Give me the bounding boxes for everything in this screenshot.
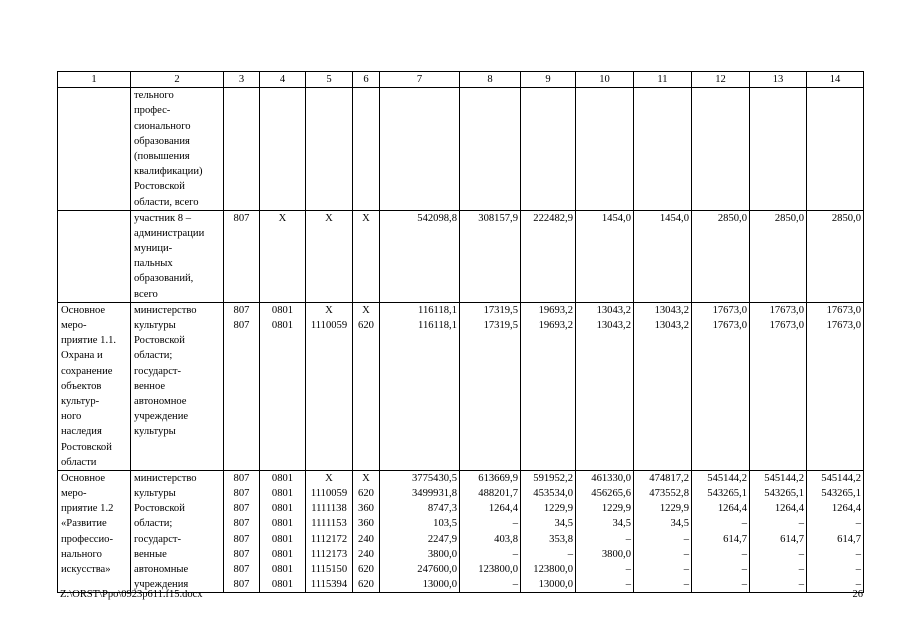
cell-line: Ростовской (61, 441, 112, 453)
cell-line: 17319,5 (483, 320, 518, 332)
cell-line: меро- (61, 488, 87, 500)
cell-line: профес- (134, 105, 171, 117)
cell-line: Ростовской (134, 181, 185, 193)
cell-line: 807 (233, 212, 250, 224)
cell-line: Х (325, 212, 333, 224)
cell-line: 123800,0 (533, 564, 573, 576)
cell-line: «Развитие (61, 518, 107, 530)
cell-line: – (625, 564, 631, 576)
cell-line: 1111138 (311, 503, 347, 515)
cell-line: участник 8 – (134, 212, 192, 224)
table-cell (353, 88, 380, 211)
cell-line: 17673,0 (769, 320, 804, 332)
table-cell (807, 210, 864, 302)
cell-line: учреждения (134, 579, 189, 591)
cell-line: государст- (134, 365, 182, 377)
table-cell (807, 302, 864, 470)
cell-line: Х (362, 472, 370, 484)
cell-line: 807 (233, 564, 250, 576)
cell-line: 613669,9 (478, 472, 518, 484)
cell-line: 17673,0 (712, 304, 747, 316)
table-cell (224, 470, 260, 593)
cell-line: 116118,1 (418, 320, 457, 332)
cell-line: 614,7 (723, 533, 747, 545)
cell-line: – (741, 579, 747, 591)
cell-line: культуры (134, 488, 176, 500)
cell-line: – (855, 564, 861, 576)
cell-line: 17673,0 (712, 320, 747, 332)
cell-line: – (798, 579, 804, 591)
cell-line: 543265,1 (764, 488, 804, 500)
cell-line: 17673,0 (826, 320, 861, 332)
cell-line: 0801 (271, 320, 294, 332)
cell-line: 545144,2 (707, 472, 747, 484)
cell-line: 17319,5 (483, 304, 518, 316)
cell-line: министерство (134, 304, 197, 316)
table-cell (131, 302, 224, 470)
cell-line: – (683, 548, 689, 560)
footer-file-path: Z:\ORST\Ppo\0923p611.f15.docx (60, 589, 203, 600)
cell-line: 1454,0 (601, 212, 631, 224)
cell-line: объектов (61, 380, 102, 392)
cell-line: Ростовской (134, 335, 185, 347)
table-cell (576, 210, 634, 302)
column-header-7: 7 (380, 72, 460, 88)
cell-line: 545144,2 (821, 472, 861, 484)
cell-line: 807 (233, 304, 250, 316)
cell-line: Х (278, 212, 287, 224)
table-header-row (58, 72, 864, 88)
table-row (58, 302, 864, 470)
cell-line: 240 (358, 548, 374, 560)
table-cell (521, 302, 576, 470)
cell-line: 614,7 (837, 533, 861, 545)
cell-line: 1454,0 (659, 212, 689, 224)
table-cell (224, 88, 260, 211)
cell-line: – (741, 518, 747, 530)
table-cell (576, 302, 634, 470)
cell-line: наследия (61, 426, 102, 438)
cell-line: 360 (358, 518, 374, 530)
cell-line: – (512, 548, 518, 560)
table-cell (58, 210, 131, 302)
table-cell (260, 210, 306, 302)
cell-line: приятие 1.1. (61, 335, 117, 347)
cell-line: 3499931,8 (411, 488, 457, 500)
cell-line: 17673,0 (826, 304, 861, 316)
cell-line: 1229,9 (543, 503, 573, 515)
cell-line: 453534,0 (533, 488, 573, 500)
cell-line: области, всего (134, 196, 199, 208)
column-header-13: 13 (750, 72, 807, 88)
cell-line: – (855, 579, 861, 591)
table-cell (380, 470, 460, 593)
cell-line: – (855, 548, 861, 560)
cell-line: 456265,6 (591, 488, 631, 500)
cell-line: 0801 (271, 488, 294, 500)
cell-line: Ростовской (134, 503, 185, 515)
cell-line: образования (134, 135, 190, 147)
table-cell (634, 88, 692, 211)
cell-line: 620 (358, 579, 374, 591)
cell-line: Х (325, 304, 333, 316)
cell-line: 0801 (271, 503, 294, 515)
cell-line: 543265,1 (821, 488, 861, 500)
cell-line: 620 (358, 564, 374, 576)
cell-line: 3800,0 (427, 548, 457, 560)
table-cell (224, 302, 260, 470)
column-header-14: 14 (807, 72, 864, 88)
cell-line: пальных (134, 258, 173, 270)
table-cell (692, 88, 750, 211)
cell-line: образований, (134, 273, 194, 285)
cell-line: – (798, 564, 804, 576)
cell-line: 461330,0 (591, 472, 631, 484)
cell-line: муници- (134, 243, 173, 255)
table-cell (750, 470, 807, 593)
cell-line: государст- (134, 533, 182, 545)
table-cell (380, 302, 460, 470)
table-cell (380, 88, 460, 211)
cell-line: 1264,4 (774, 503, 804, 515)
cell-line: 807 (233, 488, 250, 500)
cell-line: 1112172 (310, 533, 348, 545)
cell-line: 620 (358, 320, 374, 332)
table-cell (131, 88, 224, 211)
column-header-5: 5 (306, 72, 353, 88)
table-cell (353, 210, 380, 302)
cell-line: 542098,8 (417, 212, 457, 224)
cell-line: – (512, 579, 518, 591)
cell-line: 17673,0 (769, 304, 804, 316)
table-cell (634, 302, 692, 470)
cell-line: автономные (134, 564, 189, 576)
cell-line: Х (325, 472, 333, 484)
column-header-3: 3 (224, 72, 260, 88)
table-cell (353, 470, 380, 593)
cell-line: 614,7 (780, 533, 804, 545)
cell-line: – (625, 533, 631, 545)
cell-line: администрации (134, 227, 205, 239)
cell-line: венное (134, 380, 166, 392)
cell-line: 222482,9 (533, 212, 573, 224)
table-row (58, 470, 864, 593)
cell-line: 240 (358, 533, 374, 545)
table-cell (306, 210, 353, 302)
cell-line: области; (134, 518, 173, 530)
cell-line: 474817,2 (649, 472, 689, 484)
cell-line: 807 (233, 579, 250, 591)
page-number: 26 (852, 589, 863, 600)
cell-line: 3775430,5 (411, 472, 457, 484)
table-cell (750, 302, 807, 470)
cell-line: 1115150 (310, 564, 348, 576)
cell-line: 1110059 (310, 320, 348, 332)
table-cell (131, 210, 224, 302)
table-cell (260, 88, 306, 211)
table-cell (807, 88, 864, 211)
cell-line: меро- (61, 320, 87, 332)
cell-line: 0801 (271, 533, 294, 545)
cell-line: 807 (233, 472, 250, 484)
cell-line: – (798, 548, 804, 560)
cell-line: 807 (233, 503, 250, 515)
cell-line: – (512, 518, 518, 530)
cell-line: 34,5 (554, 518, 573, 530)
cell-line: 1264,4 (717, 503, 747, 515)
cell-line: сионального (134, 120, 191, 132)
table-row (58, 88, 864, 211)
cell-line: 0801 (271, 564, 294, 576)
cell-line: 1115394 (310, 579, 348, 591)
table-cell (576, 470, 634, 593)
table-cell (306, 470, 353, 593)
column-header-12: 12 (692, 72, 750, 88)
table-cell (576, 88, 634, 211)
cell-line: 0801 (271, 304, 294, 316)
cell-line: 34,5 (670, 518, 689, 530)
table-cell (634, 470, 692, 593)
cell-line: 0801 (271, 518, 294, 530)
table-cell (692, 210, 750, 302)
cell-line: 13000,0 (422, 579, 457, 591)
cell-line: 807 (233, 533, 250, 545)
cell-line: 123800,0 (478, 564, 518, 576)
table-cell (460, 88, 521, 211)
column-header-11: 11 (634, 72, 692, 88)
table-cell (58, 302, 131, 470)
cell-line: (повышения (134, 150, 190, 162)
table-cell (306, 302, 353, 470)
column-header-4: 4 (260, 72, 306, 88)
table-cell (58, 470, 131, 593)
table-cell (353, 302, 380, 470)
cell-line: квалификации) (134, 166, 203, 178)
cell-line: 34,5 (612, 518, 631, 530)
cell-line: культур- (61, 395, 100, 407)
cell-line: 0801 (271, 579, 294, 591)
cell-line: 13043,2 (596, 320, 631, 332)
cell-line: Х (362, 304, 370, 316)
cell-line: 103,5 (433, 518, 457, 530)
column-header-6: 6 (353, 72, 380, 88)
cell-line: Основное (61, 304, 106, 316)
cell-line: 807 (233, 518, 250, 530)
cell-line: 13000,0 (538, 579, 573, 591)
cell-line: 488201,7 (478, 488, 518, 500)
cell-line: 2850,0 (717, 212, 747, 224)
cell-line: 1110059 (310, 488, 348, 500)
cell-line: 353,8 (549, 533, 573, 545)
budget-table (57, 71, 864, 593)
cell-line: венные (134, 548, 167, 560)
cell-line: области (61, 456, 97, 468)
cell-line: 13043,2 (654, 304, 689, 316)
table-body (58, 88, 864, 593)
cell-line: 0801 (271, 548, 294, 560)
cell-line: – (855, 518, 861, 530)
column-header-9: 9 (521, 72, 576, 88)
cell-line: 13043,2 (654, 320, 689, 332)
table-cell (224, 210, 260, 302)
cell-line: – (683, 564, 689, 576)
cell-line: – (683, 579, 689, 591)
cell-line: Основное (61, 472, 106, 484)
table-cell (750, 88, 807, 211)
cell-line: 591952,2 (533, 472, 573, 484)
table-cell (131, 470, 224, 593)
cell-line: 807 (233, 320, 250, 332)
cell-line: 473552,8 (649, 488, 689, 500)
table-cell (306, 88, 353, 211)
cell-line: 19693,2 (538, 304, 573, 316)
cell-line: 543265,1 (707, 488, 747, 500)
column-header-2: 2 (131, 72, 224, 88)
table-cell (634, 210, 692, 302)
cell-line: 1111153 (311, 518, 347, 530)
cell-line: 403,8 (494, 533, 518, 545)
cell-line: 1229,9 (601, 503, 631, 515)
table-cell (260, 470, 306, 593)
cell-line: автономное (134, 395, 187, 407)
cell-line: приятие 1.2 (61, 503, 114, 515)
cell-line: 360 (358, 503, 374, 515)
cell-line: сохранение (61, 365, 113, 377)
cell-line: 1229,9 (659, 503, 689, 515)
cell-line: 247600,0 (417, 564, 457, 576)
cell-line: 2247,9 (427, 533, 457, 545)
cell-line: – (798, 518, 804, 530)
cell-line: 2850,0 (774, 212, 804, 224)
cell-line: – (625, 579, 631, 591)
table-cell (692, 470, 750, 593)
cell-line: 0801 (271, 472, 294, 484)
table-cell (521, 470, 576, 593)
cell-line: 308157,9 (478, 212, 518, 224)
cell-line: 19693,2 (538, 320, 573, 332)
column-header-10: 10 (576, 72, 634, 88)
cell-line: 13043,2 (596, 304, 631, 316)
cell-line: 2850,0 (831, 212, 861, 224)
cell-line: – (741, 564, 747, 576)
cell-line: 807 (233, 548, 250, 560)
table-cell (260, 302, 306, 470)
cell-line: 116118,1 (418, 304, 457, 316)
cell-line: 1264,4 (488, 503, 518, 515)
cell-line: – (741, 548, 747, 560)
table-cell (58, 88, 131, 211)
table-cell (521, 210, 576, 302)
table-cell (692, 302, 750, 470)
table-cell (460, 470, 521, 593)
column-header-8: 8 (460, 72, 521, 88)
cell-line: всего (134, 288, 158, 300)
table-cell (460, 302, 521, 470)
table-cell (750, 210, 807, 302)
table-cell (521, 88, 576, 211)
cell-line: Х (362, 212, 370, 224)
cell-line: министерство (134, 472, 197, 484)
cell-line: 8747,3 (427, 503, 457, 515)
cell-line: культуры (134, 320, 176, 332)
cell-line: – (683, 533, 689, 545)
table-cell (460, 210, 521, 302)
cell-line: учреждение (134, 411, 189, 423)
cell-line: искусства» (61, 564, 111, 576)
cell-line: 545144,2 (764, 472, 804, 484)
cell-line: 1112173 (310, 548, 348, 560)
cell-line: Охрана и (61, 350, 103, 362)
table-row (58, 210, 864, 302)
cell-line: культуры (134, 426, 176, 438)
cell-line: 3800,0 (601, 548, 631, 560)
table-cell (807, 470, 864, 593)
cell-line: нального (61, 548, 102, 560)
cell-line: тельного (134, 90, 174, 102)
cell-line: области; (134, 350, 173, 362)
table-cell (380, 210, 460, 302)
cell-line: – (567, 548, 573, 560)
cell-line: 620 (358, 488, 374, 500)
cell-line: ного (61, 411, 82, 423)
cell-line: 1264,4 (831, 503, 861, 515)
column-header-1: 1 (58, 72, 131, 88)
cell-line: профессио- (61, 533, 113, 545)
